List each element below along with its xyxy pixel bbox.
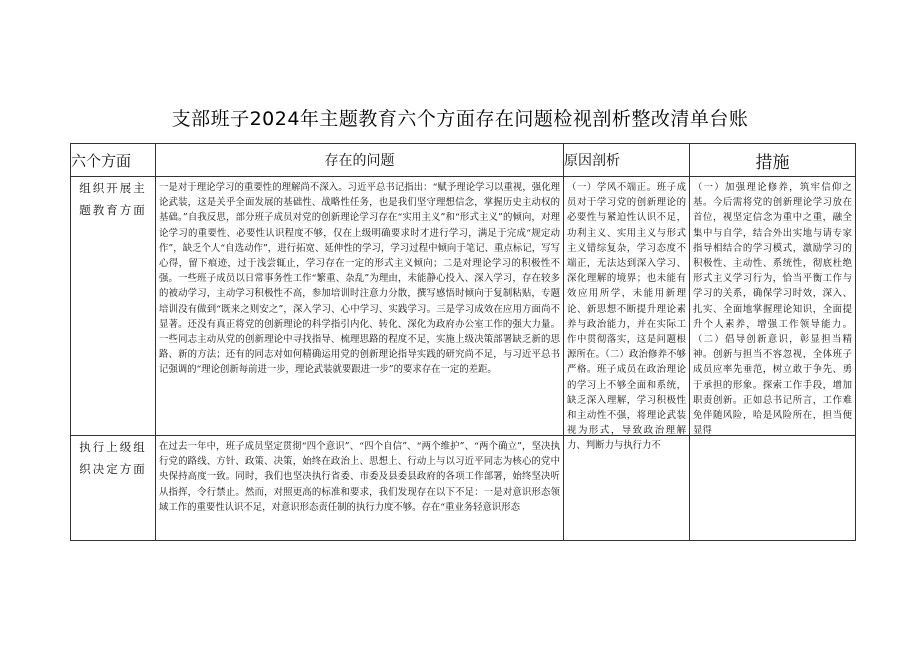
cause-text: （一）学风不端正。班子成员对于学习党的创新理论的必要性与紧迫性认识不足，功利主义、实用主义与形式主义错综复杂，学习态度不端正，无法达到深入学习、深化理解的境界；也未能有效应用所学，未能用新理论、新思想不断提升理论素养与政治能力，并在实际工作中贯彻落实，这是问题根源所在。（二）政治修养不够严格。班子成员在政治理论的学习上不够全面和系统，缺乏深入理解，学习积极性和主动性不强，将理论武装视为形式，导致政治理解力、判断力与执行力不: [567, 182, 686, 452]
aspect-cell: [71, 436, 156, 541]
header-cause: 原因剖析: [564, 144, 690, 177]
rectification-ledger-table: [70, 143, 856, 541]
problem-text: 一是对于理论学习的重要性的理解尚不深入。习近平总书记指出：“赋予理论学习以重视，强化理论武装，这是关乎全面发展的基础性、战略性任务，也是我们坚守理想信念，掌握历史主动权的基础。”自我反思，部分班子成员对党的创新理论学习存在“实用主义”和“形式主义”的倾向，对理论学习的重要性、必要性认识程度不够，仅在上级明确要求时才进行学习，满足于完成“规定动作”，缺乏个人“自选动作”，进行拓宽、延伸性的学习，学习过程中倾向于笔记、重点标记，写写心得，留下痕迹，过于浅尝辄止，学习存在一定的形式主义倾向；二是对理论学习的积极性不强。一些班子成员以日常事务性工作“繁重、杂乱”为理由，未能静心投入、深入学习，存在较多的被动学习，主动学习积极性不高，参加培训时注意力分散，撰写感悟时倾向于复制粘贴，专题培训没有做到“既来之则安之”，深入学习、心中学习、实践学习。三是学习成效在应用方面尚不显著。还没有真正将党的创新理论的科学指引内化、转化、深化为政府办公室工作的强大力量。一些同志主动从党的创新理论中寻找指导、梳理思路的程度不足，实施上级决策部署缺乏新的思路、新的方法；还有的同志对如何精确运用党的创新理论指导实践的研究尚不足，与习近平总书记强调的“理论创新每前进一步，理论武装就要跟进一步”的要求存在一定的差距。: [159, 182, 560, 376]
header-aspect: 六个方面: [71, 144, 156, 177]
measure-cell: [690, 177, 856, 436]
measure-text: [690, 436, 855, 540]
aspect-label: 组织开展主题教育方面: [79, 181, 147, 217]
table-header-row: [71, 144, 856, 177]
header-measure: 措施: [690, 144, 856, 177]
problem-cell: [156, 177, 564, 436]
aspect-label: 执行上级组织决定方面: [79, 440, 147, 476]
page-title: 支部班子2024年主题教育六个方面存在问题检视剖析整改清单台账: [171, 108, 749, 130]
header-problem: 存在的问题: [156, 144, 564, 177]
measure-text: （一）加强理论修养，筑牢信仰之基。今后需将党的创新理论学习放在首位，视坚定信念为重中之重，融全集中与自学，结合外出实地与请专家指导相结合的学习模式，激励学习的积极性、主动性、系统性，彻底杜绝形式主义学习行为，恰当平衡工作与学习的关系，确保学习时效，深入、扎实、全面地掌握理论知识，全面提升个人素养，增强工作领导能力。（二）倡导创新意识，彰显担当精神。创新与担当不容忽视，全体班子成员应率先垂范，树立敢于争先、勇于承担的形象。探索工作手段，增加职责创新。正如总书记所言，工作难免伴随风险，哈是风险所在，担当便显得: [693, 182, 852, 437]
problem-text: 在过去一年中，班子成员坚定贯彻“四个意识”、“四个自信”、“两个维护”、“两个确立”，坚决执行党的路线、方针、政策、决策，始终在政治上、思想上、行动上与以习近平同志为核心的党中央保持高度一致。同时，我们也坚决执行省委、市委及县委县政府的各项工作部署，始终坚决听从指挥，令行禁止。然而，对照更高的标准和要求，我们发现存在以下不足：一是对意识形态领域工作的重要性认识不足，对意识形态责任制的执行力度不够。存在“重业务轻意识形态: [159, 441, 560, 513]
cause-cell: [564, 177, 690, 452]
table-row: [71, 436, 856, 541]
aspect-cell: [71, 177, 156, 436]
problem-cell: [156, 436, 564, 541]
measure-cell: [690, 436, 856, 541]
table-row: [71, 177, 856, 436]
